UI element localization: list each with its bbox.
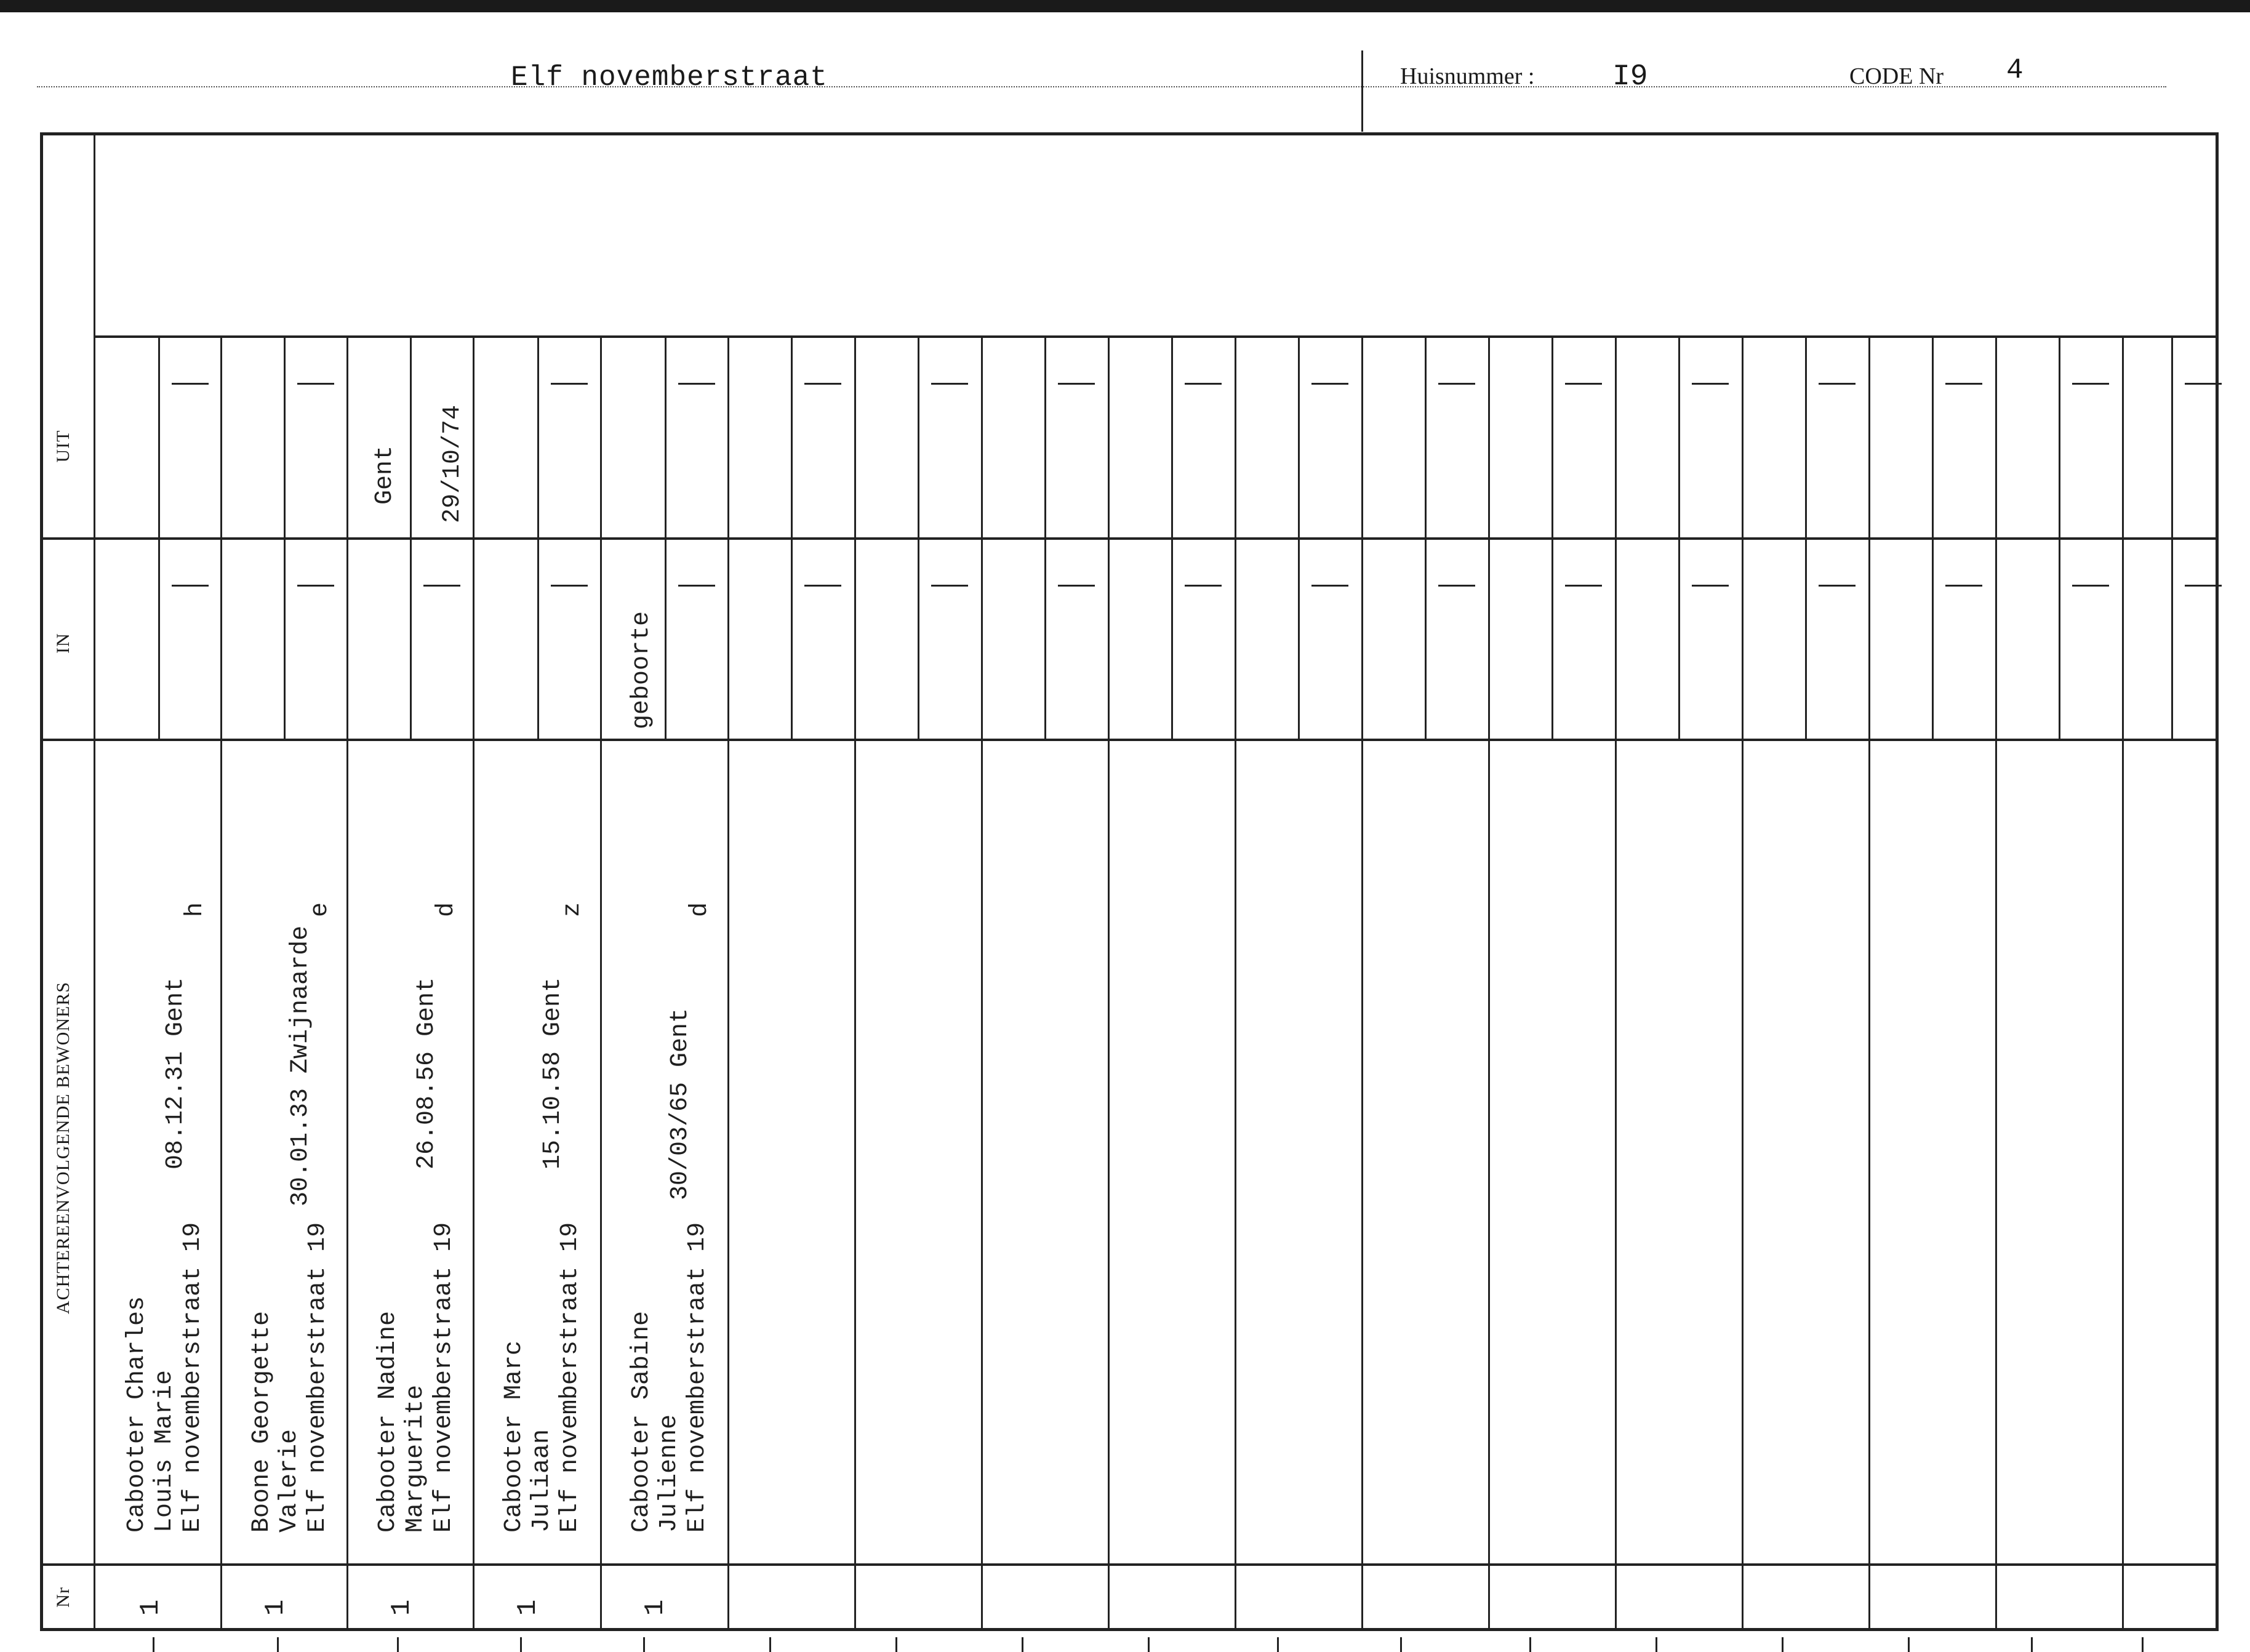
rule-uit-top <box>95 335 2219 338</box>
column-divider <box>346 335 348 1631</box>
bottom-tick <box>1277 1637 1279 1652</box>
column-divider <box>981 335 983 1631</box>
half-column-divider <box>918 335 919 739</box>
code-value: 4 <box>2006 54 2024 86</box>
uit-dash <box>1311 383 1348 385</box>
resident-surname: Cabooter Marc <box>500 1340 528 1533</box>
uit-dash <box>2072 383 2109 385</box>
half-column-divider <box>2171 335 2173 739</box>
in-dash <box>1819 585 1856 587</box>
bottom-tick <box>2142 1637 2144 1652</box>
resident-given-names: Valerie <box>276 1429 303 1533</box>
column-divider <box>854 335 856 1631</box>
column-divider <box>2122 335 2124 1631</box>
street-name: Elf novemberstraat <box>511 62 828 94</box>
row-label-bewoners: ACHTEREENVOLGENDE BEWONERS <box>53 981 73 1315</box>
in-text: geboorte <box>628 611 655 729</box>
bottom-tick <box>769 1637 771 1652</box>
uit-place: Gent <box>371 445 399 505</box>
bottom-tick <box>2031 1637 2033 1652</box>
half-column-divider <box>1551 335 1553 739</box>
resident-given-names: Julienne <box>655 1414 683 1533</box>
header-dotted-line <box>37 86 2166 87</box>
bottom-tick <box>1782 1637 1784 1652</box>
huisnummer-label: Huisnummer : <box>1400 63 1535 89</box>
relationship-code: h <box>182 902 209 917</box>
entry-number: 1 <box>135 1599 166 1616</box>
bottom-tick <box>1655 1637 1657 1652</box>
bottom-tick <box>1908 1637 1910 1652</box>
in-dash <box>2185 585 2222 587</box>
rule-uit-in <box>43 537 2219 540</box>
resident-given-names: Louis Marie <box>151 1369 178 1533</box>
bottom-tick <box>1400 1637 1402 1652</box>
in-dash <box>931 585 968 587</box>
half-column-divider <box>158 335 160 739</box>
in-dash <box>2072 585 2109 587</box>
uit-date: 29/10/74 <box>439 404 466 523</box>
half-column-divider <box>1298 335 1300 739</box>
in-dash <box>1565 585 1602 587</box>
birth-date-place: 08.12.31 Gent <box>162 977 190 1169</box>
in-dash <box>1692 585 1729 587</box>
in-dash <box>1945 585 1982 587</box>
row-label-in: IN <box>53 633 73 654</box>
code-label: CODE Nr <box>1849 63 1944 89</box>
half-column-divider <box>1171 335 1173 739</box>
resident-address: Elf novemberstraat 19 <box>304 1222 332 1533</box>
resident-surname: Cabooter Charles <box>123 1296 151 1533</box>
column-divider <box>220 335 222 1631</box>
entry-number: 1 <box>260 1599 291 1616</box>
half-column-divider <box>410 335 412 739</box>
half-column-divider <box>2059 335 2060 739</box>
in-dash <box>297 585 334 587</box>
bottom-tick <box>397 1637 399 1652</box>
uit-dash <box>1565 383 1602 385</box>
column-divider <box>1361 335 1363 1631</box>
resident-address: Elf novemberstraat 19 <box>556 1222 584 1533</box>
relationship-code: d <box>686 902 714 917</box>
birth-date-place: 15.10.58 Gent <box>539 977 567 1169</box>
column-divider <box>1488 335 1490 1631</box>
uit-dash <box>1438 383 1475 385</box>
bottom-tick <box>1022 1637 1023 1652</box>
resident-address: Elf novemberstraat 19 <box>430 1222 458 1533</box>
half-column-divider <box>1932 335 1934 739</box>
column-divider <box>1995 335 1997 1631</box>
column-divider <box>473 335 474 1631</box>
in-dash <box>1311 585 1348 587</box>
uit-dash <box>804 383 841 385</box>
uit-dash <box>172 383 209 385</box>
half-column-divider <box>537 335 539 739</box>
in-dash <box>1438 585 1475 587</box>
register-frame <box>40 132 2219 1631</box>
half-column-divider <box>665 335 667 739</box>
resident-surname: Boone Georgette <box>248 1310 276 1533</box>
uit-dash <box>2185 383 2222 385</box>
uit-dash <box>1058 383 1095 385</box>
bottom-tick <box>895 1637 897 1652</box>
relationship-code: d <box>433 902 460 917</box>
half-column-divider <box>1678 335 1680 739</box>
column-divider <box>1108 335 1110 1631</box>
bottom-tick <box>277 1637 279 1652</box>
uit-dash <box>1185 383 1222 385</box>
resident-surname: Cabooter Nadine <box>374 1310 402 1533</box>
column-divider <box>600 335 602 1631</box>
in-dash <box>551 585 588 587</box>
column-divider <box>1868 335 1870 1631</box>
column-divider <box>1615 335 1617 1631</box>
entry-number: 1 <box>640 1599 671 1616</box>
in-dash <box>678 585 715 587</box>
half-column-divider <box>791 335 793 739</box>
birth-date-place: 30/03/65 Gent <box>667 1008 694 1200</box>
relationship-code: e <box>306 902 334 917</box>
rule-in-bewoners <box>43 739 2219 741</box>
entry-number: 1 <box>513 1599 543 1616</box>
in-dash <box>172 585 209 587</box>
column-divider <box>727 335 729 1631</box>
column-divider <box>1235 335 1236 1631</box>
resident-address: Elf novemberstraat 19 <box>684 1222 711 1533</box>
birth-date-place: 26.08.56 Gent <box>413 977 441 1169</box>
bottom-tick <box>643 1637 645 1652</box>
row-label-nr: Nr <box>53 1587 73 1608</box>
rule-bewoners-nr <box>43 1563 2219 1566</box>
uit-dash <box>1945 383 1982 385</box>
half-column-divider <box>1044 335 1046 739</box>
in-dash <box>804 585 841 587</box>
column-divider <box>1742 335 1744 1631</box>
uit-dash <box>297 383 334 385</box>
uit-dash <box>1692 383 1729 385</box>
birth-date-place: 30.01.33 Zwijnaarde <box>287 925 314 1206</box>
uit-dash <box>931 383 968 385</box>
relationship-code: z <box>559 902 587 917</box>
label-column-divider <box>94 132 95 1631</box>
bottom-tick <box>520 1637 522 1652</box>
uit-dash <box>1819 383 1856 385</box>
scan-top-edge <box>0 0 2250 12</box>
in-dash <box>1058 585 1095 587</box>
resident-surname: Cabooter Sabine <box>628 1310 655 1533</box>
huisnummer-value: I9 <box>1612 60 1648 94</box>
bottom-tick <box>153 1637 154 1652</box>
uit-dash <box>551 383 588 385</box>
row-label-uit: UIT <box>53 430 73 463</box>
in-dash <box>1185 585 1222 587</box>
half-column-divider <box>284 335 286 739</box>
entry-number: 1 <box>386 1599 417 1616</box>
bottom-tick <box>1529 1637 1531 1652</box>
resident-given-names: Juliaan <box>528 1429 556 1533</box>
header-divider <box>1361 50 1363 132</box>
resident-address: Elf novemberstraat 19 <box>179 1222 207 1533</box>
uit-dash <box>678 383 715 385</box>
half-column-divider <box>1425 335 1427 739</box>
in-dash <box>423 585 460 587</box>
bottom-tick <box>1148 1637 1150 1652</box>
resident-given-names: Marguerite <box>402 1384 430 1533</box>
half-column-divider <box>1805 335 1807 739</box>
